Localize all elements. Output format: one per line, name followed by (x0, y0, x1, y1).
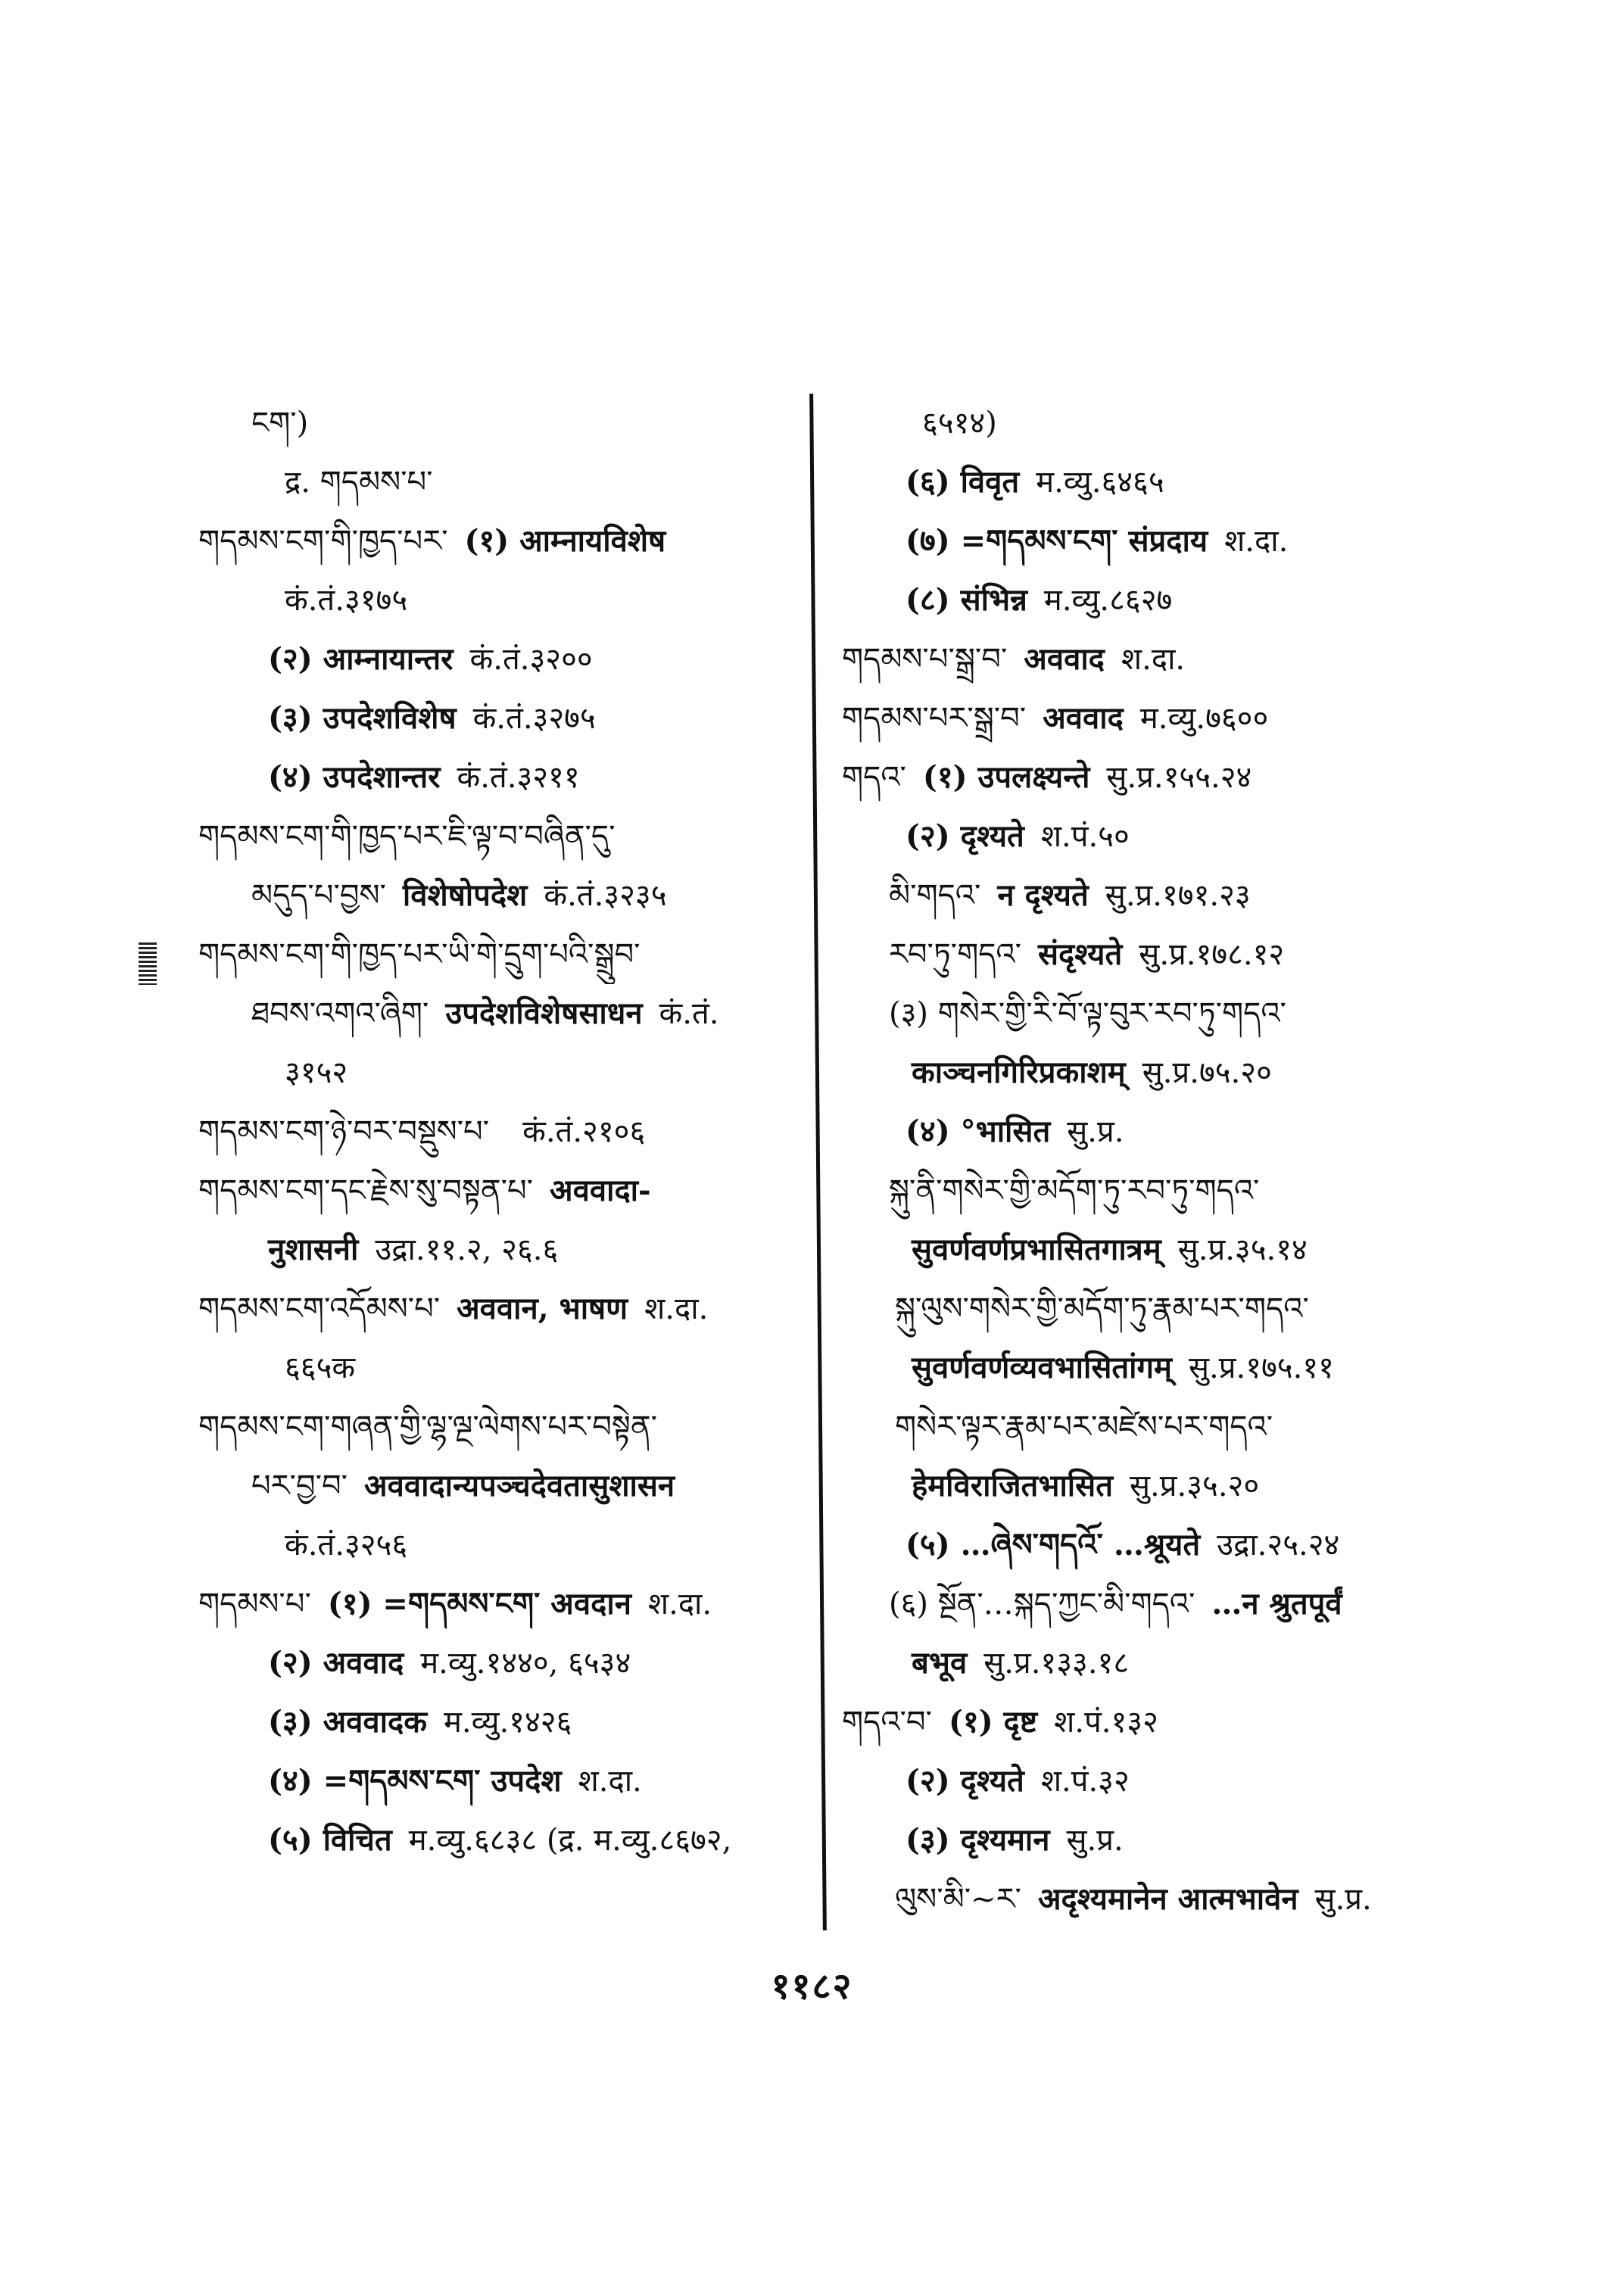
sanskrit-equivalent: (४) =གདམས་ངག་ उपदेश (268, 1763, 562, 1799)
headword-line (198, 1397, 812, 1456)
sanskrit-equivalent: (५) …ཞེས་གདའོ་ …श्रूयते (906, 1527, 1201, 1562)
headword-line (842, 748, 1448, 807)
sub-line (842, 1456, 1448, 1516)
column-divider (809, 394, 827, 1930)
sub-line (842, 1397, 1448, 1456)
source-reference: श.पं.१३२ (1054, 1705, 1158, 1740)
sub-line (842, 1338, 1448, 1397)
sub-line (842, 925, 1448, 984)
source-reference: ३१५२ (285, 1055, 348, 1090)
source-reference: म.व्यु.१४२६ (443, 1705, 572, 1740)
sanskrit-equivalent: नुशासनी (268, 1232, 359, 1267)
sanskrit-equivalent: (३) दृश्यमान (906, 1822, 1050, 1858)
sub-line (198, 1456, 812, 1516)
source-reference: सु.प्र.१५५.२४ (1106, 760, 1252, 795)
sub-line (198, 1043, 812, 1102)
sub-line (842, 1220, 1448, 1279)
sub-line (842, 1161, 1448, 1220)
sanskrit-equivalent: (३) उपदेशविशेष (268, 700, 457, 736)
right-column (842, 394, 1448, 1929)
tibetan-term: གདམས་པ་ (198, 1587, 311, 1622)
sub-line (842, 866, 1448, 925)
headword-line (842, 689, 1448, 748)
tibetan-term: (३) གསེར་གྱི་རི་བོ་ལྟ་བུར་རབ་ཏུ་གདའ་ (889, 996, 1286, 1031)
source-reference: श.पं.५० (1040, 819, 1130, 854)
sanskrit-equivalent: (४) उपदेशान्तर (268, 759, 441, 795)
source-reference: उद्रा.११.२, २६.६ (375, 1232, 559, 1267)
sanskrit-equivalent: (२) दृश्यते (906, 1763, 1024, 1799)
sub-line (198, 453, 812, 512)
sanskrit-equivalent: (६) विवृत (906, 464, 1020, 500)
source-reference: श.दा. (578, 1764, 642, 1799)
tibetan-term: པར་བྱ་བ་ (251, 1469, 348, 1503)
source-reference: श.दा. (1121, 642, 1186, 677)
sanskrit-equivalent: बभूव (912, 1645, 968, 1681)
sanskrit-equivalent: (८) संभिन्न (906, 582, 1027, 618)
sub-line (198, 1634, 812, 1693)
sanskrit-equivalent: (२) आम्नायान्तर (268, 641, 454, 677)
sub-line (198, 1811, 812, 1870)
source-reference: द्र. གདམས་པ་ (285, 465, 433, 500)
tibetan-term: གདའ་བ་ (842, 1705, 932, 1740)
headword-line (198, 512, 812, 571)
source-reference: उद्रा.२५.२४ (1217, 1528, 1340, 1562)
sanskrit-equivalent: विशेषोपदेश (402, 877, 528, 913)
source-reference: म.व्यु.६८३८ (द्र. म.व्यु.८६७२, (408, 1823, 732, 1858)
tibetan-term: གདམས་ངག་འདོམས་པ་ (198, 1291, 441, 1326)
headword-line (198, 1575, 812, 1634)
source-reference: श.दा. (647, 1587, 712, 1622)
source-reference: कं.तं.३१७५ (285, 583, 408, 618)
sanskrit-equivalent: (१) आम्नायविशेष (464, 523, 666, 559)
tibetan-term: སྐུ་ལུས་གསེར་གྱི་མདོག་ཏུ་རྣམ་པར་གདའ་ (895, 1291, 1309, 1326)
source-reference: सु.प्र.१७८.१२ (1139, 937, 1285, 972)
sanskrit-equivalent: अववान, भाषण (457, 1291, 628, 1326)
headword-line (198, 1102, 812, 1161)
source-reference: म.व्यु.७६०० (1139, 701, 1269, 736)
sub-line (842, 1043, 1448, 1102)
headword-line (198, 1161, 812, 1220)
sub-line (198, 394, 812, 453)
sub-line (842, 1752, 1448, 1811)
tibetan-term: (६) སྔོན་…སྐད་ཀྱང་མི་གདའ་ (889, 1587, 1195, 1622)
tibetan-term: གསེར་ལྟར་རྣམ་པར་མཛེས་པར་གདའ་ (895, 1410, 1273, 1444)
headword-line (842, 630, 1448, 689)
headword-line (198, 925, 812, 984)
sanskrit-equivalent: हेमविराजितभासित (912, 1468, 1113, 1503)
sanskrit-equivalent: सुवर्णवर्णव्यवभासितांगम् (912, 1350, 1172, 1385)
sub-line (842, 394, 1448, 453)
sanskrit-equivalent: अववाद (1043, 700, 1124, 736)
sub-line (198, 984, 812, 1043)
headword-line (198, 1279, 812, 1338)
sanskrit-equivalent: (२) दृश्यते (906, 818, 1024, 854)
source-reference: कं.तं.३२११ (457, 760, 580, 795)
sub-line (198, 866, 812, 925)
source-reference: म.व्यु.८६२७ (1043, 583, 1173, 618)
sub-line (842, 512, 1448, 571)
source-reference: कं.तं.३२७५ (472, 701, 596, 736)
sub-line (198, 1220, 812, 1279)
sub-line (842, 453, 1448, 512)
source-reference: सु.प्र. (1067, 1114, 1124, 1149)
sanskrit-equivalent: काञ्चनगिरिप्रकाशम् (912, 1055, 1126, 1090)
tibetan-term: ངག་) (251, 406, 309, 441)
source-reference: सु.प्र.१३३.१८ (983, 1646, 1130, 1681)
sub-line (842, 1516, 1448, 1575)
tibetan-term: ལུས་མི་~ར་ (895, 1882, 1021, 1917)
tibetan-term: གདམས་ངག་ཉེ་བར་བསྡུས་པ་ (198, 1114, 490, 1149)
source-reference: कं.तं.३२३५ (544, 878, 667, 913)
sanskrit-equivalent: सुवर्णवर्णप्रभासितगात्रम् (912, 1232, 1161, 1267)
sub-line (842, 984, 1448, 1043)
source-reference: सु.प्र. (1066, 1823, 1124, 1858)
sanskrit-equivalent: (७) =གདམས་ངག་ संप्रदाय (906, 523, 1208, 559)
source-reference: श.दा. (1224, 524, 1289, 559)
source-reference: ६६५क (285, 1351, 356, 1385)
sanskrit-equivalent: …न श्रुतपूर्वं (1211, 1586, 1342, 1622)
source-reference: म.व्यु.१४४०, ६५३४ (420, 1646, 631, 1681)
sub-line (198, 748, 812, 807)
sanskrit-equivalent: (१) =གདམས་ངག་ अवदान (327, 1586, 631, 1622)
sanskrit-equivalent: अववाद (1024, 641, 1105, 677)
source-reference: कं.तं. (659, 996, 719, 1031)
sanskrit-equivalent: (१) दृष्ट (948, 1704, 1038, 1740)
sanskrit-equivalent: (२) अववाद (268, 1645, 404, 1681)
tibetan-term: གདམས་པ་སྒྲ་བ་ (842, 642, 1008, 677)
sub-line (842, 571, 1448, 630)
tibetan-term: སྐུ་ནི་གསེར་གྱི་མདོག་ཏུ་རབ་ཏུ་གདའ་ (889, 1173, 1260, 1208)
sub-line (198, 1338, 812, 1397)
sub-line (198, 571, 812, 630)
source-reference: कं.तं.२१०६ (522, 1114, 646, 1149)
headword-line (198, 807, 812, 866)
page-number: ११८२ (771, 1965, 853, 2008)
sub-line (198, 1693, 812, 1752)
source-reference: ६५१४) (922, 406, 997, 441)
sub-line (842, 1634, 1448, 1693)
sanskrit-equivalent: उपदेशविशेषसाधन (445, 995, 643, 1031)
tibetan-term: གདའ་ (842, 760, 906, 795)
source-reference: श.पं.३२ (1040, 1764, 1130, 1799)
sanskrit-equivalent: अववादा- (550, 1173, 651, 1208)
source-reference: सु.प्र.३५.१४ (1177, 1232, 1308, 1267)
sub-line (842, 1575, 1448, 1634)
tibetan-term: གདམས་ངག་གི་ཁྱད་པར་ཡི་གེ་དྲུག་པའི་སྒྲུབ་ (198, 937, 641, 972)
tibetan-term: གདམས་ངག་གི་ཁྱད་པར་ (198, 524, 448, 559)
sub-line (842, 807, 1448, 866)
sub-line (198, 689, 812, 748)
sub-line (842, 1102, 1448, 1161)
sub-line (842, 1279, 1448, 1338)
sub-line (198, 630, 812, 689)
source-reference: श.दा. (644, 1291, 709, 1326)
tibetan-term: རབ་ཏུ་གདའ་ (889, 937, 1021, 972)
margin-mark (139, 942, 157, 985)
source-reference: कं.तं.३२०० (469, 642, 593, 677)
tibetan-term: གདམས་པར་སྒྲ་བ་ (842, 701, 1027, 736)
source-reference: कं.तं.३२५६ (285, 1528, 408, 1562)
source-reference: सु.प्र.३५.२० (1130, 1469, 1260, 1503)
sanskrit-equivalent: अदृश्यमानेन आत्मभावेन (1037, 1881, 1298, 1917)
tibetan-term: གདམས་ངག་དང་རྗེས་སུ་བསྟན་པ་ (198, 1173, 534, 1208)
source-reference: सु.प्र.१७१.२३ (1105, 878, 1251, 913)
sanskrit-equivalent: अववादान्यपञ्चदेवतासुशासन (364, 1468, 675, 1503)
sanskrit-equivalent: (१) उपलक्ष्यन्ते (922, 759, 1090, 795)
sanskrit-equivalent: न दृश्यते (997, 877, 1089, 913)
source-reference: म.व्यु.६४६५ (1036, 465, 1164, 500)
sanskrit-equivalent: (५) विचित (268, 1822, 392, 1858)
sub-line (198, 1516, 812, 1575)
sanskrit-equivalent: (४) °भासित (906, 1114, 1051, 1149)
left-column (198, 394, 812, 1870)
sub-line (198, 1752, 812, 1811)
sanskrit-equivalent: (३) अववादक (268, 1704, 427, 1740)
tibetan-term: གདམས་ངག་གཞན་གྱི་ལྷ་ལྔ་ལེགས་པར་བསྟེན་ (198, 1410, 657, 1444)
headword-line (842, 1693, 1448, 1752)
tibetan-term: ཐབས་འགའ་ཞིག་ (251, 996, 429, 1031)
sub-line (842, 1870, 1448, 1929)
tibetan-term: མི་གདའ་ (889, 878, 981, 913)
sub-line (842, 1811, 1448, 1870)
source-reference: सु.प्र. (1314, 1882, 1372, 1917)
sanskrit-equivalent: संदृश्यते (1038, 936, 1123, 972)
tibetan-term: གདམས་ངག་གི་ཁྱད་པར་ཇི་ལྟ་བ་བཞིན་དུ་ (198, 819, 616, 854)
source-reference: सु.प्र.१७५.११ (1188, 1351, 1334, 1385)
tibetan-term: མདུད་པ་བྱས་ (251, 878, 386, 913)
source-reference: सु.प्र.७५.२० (1142, 1055, 1272, 1090)
